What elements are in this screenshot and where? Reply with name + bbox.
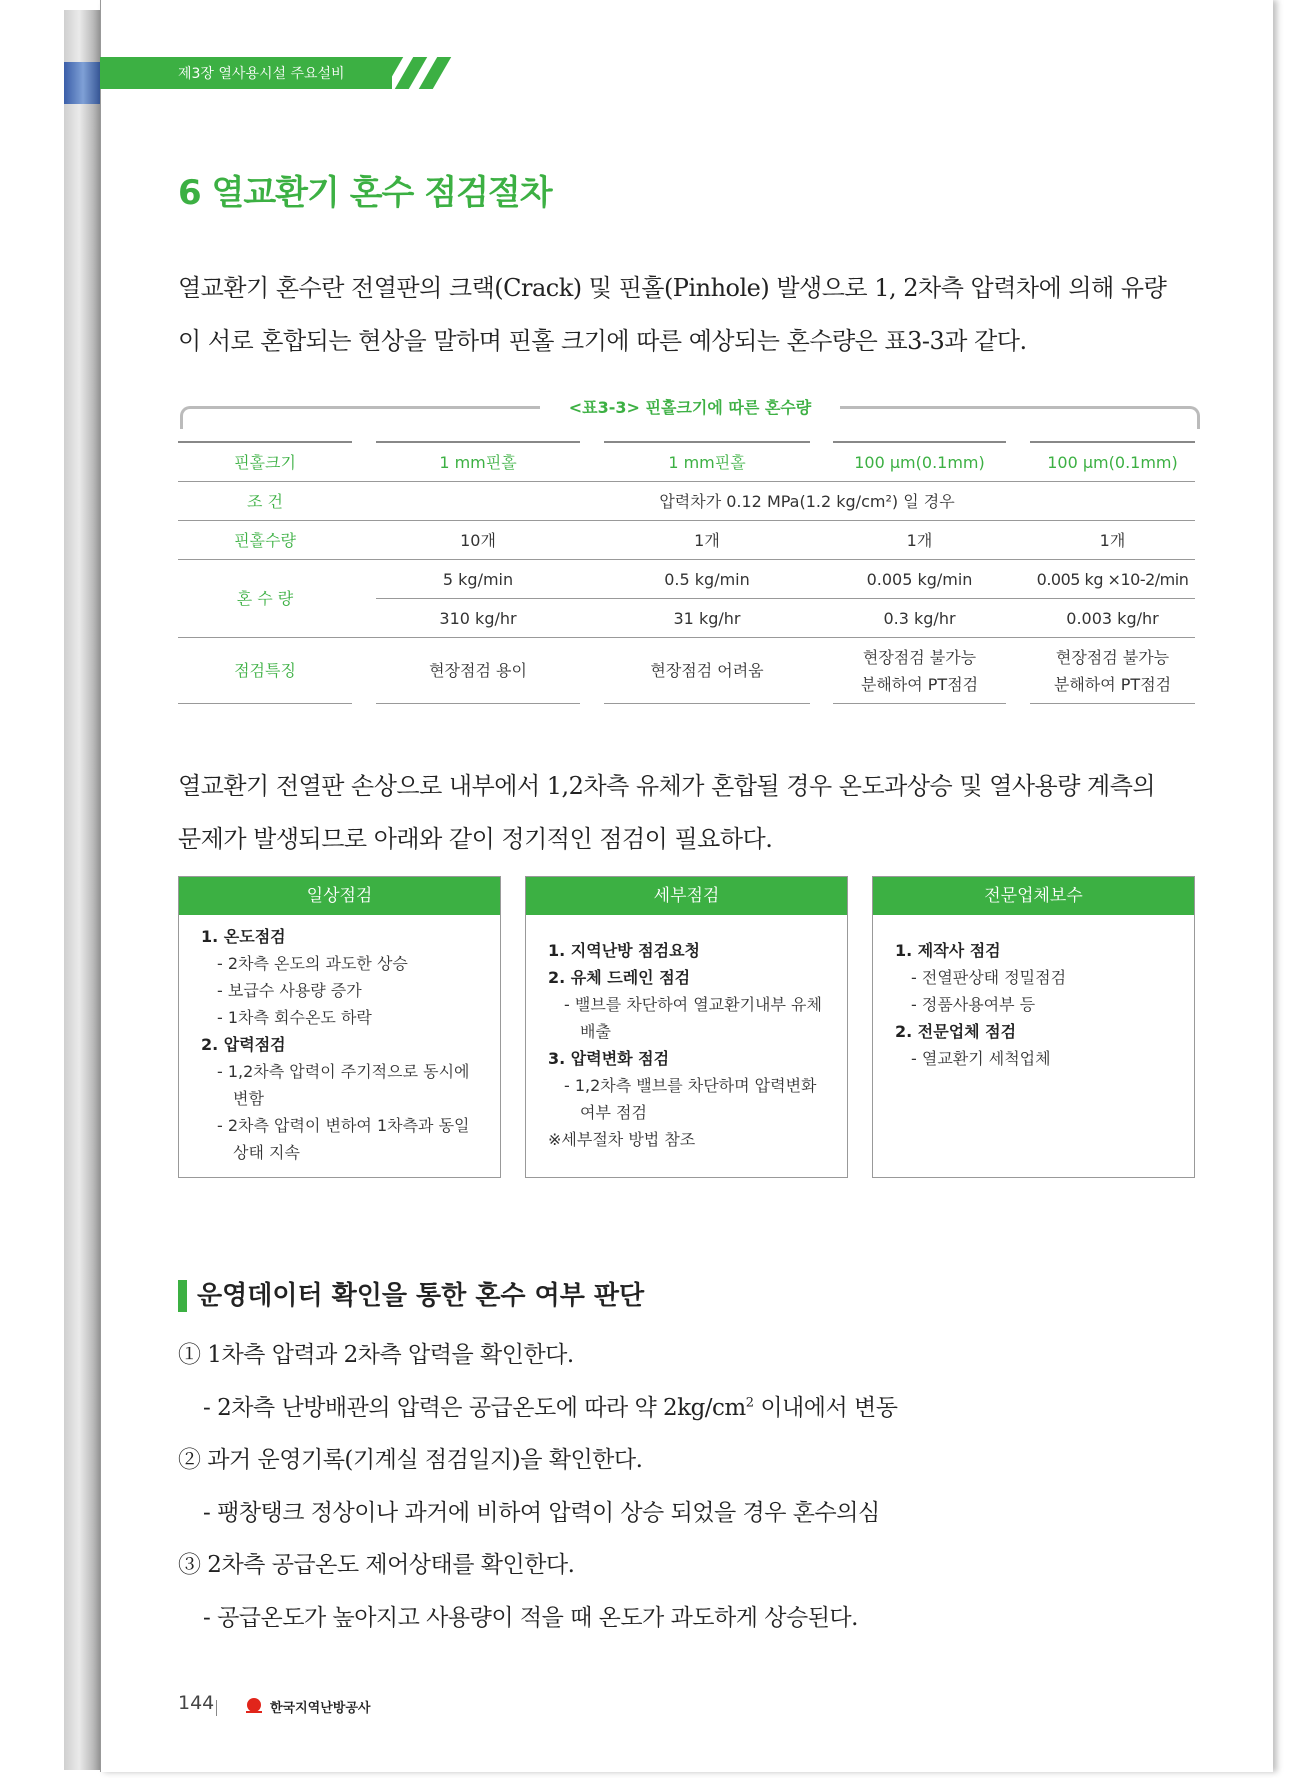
row-label-condition: 조 건: [247, 491, 283, 511]
daily-inspection-box: [178, 876, 501, 1178]
cell-size: 1 mm핀홀: [668, 452, 746, 472]
subsection-marker: [178, 1280, 187, 1312]
expert-repair-box: [872, 876, 1195, 1178]
cell-kg-min: 0.5 kg/min: [664, 569, 750, 589]
detail-heading-3: 3. 압력변화 점검: [548, 1049, 670, 1068]
page-number: 144: [178, 1692, 215, 1714]
step-3-detail: - 공급온도가 높아지고 사용량이 적을 때 온도가 과도하게 상승된다.: [203, 1605, 858, 1631]
cell-feature: [833, 638, 1006, 703]
expert-item: - 전열판상태 정밀점검: [911, 968, 1067, 987]
cell-feature: [376, 638, 580, 703]
cell-count: 1개: [1099, 530, 1126, 550]
daily-item-cont: 변함: [233, 1089, 264, 1108]
daily-heading-1: 1. 온도점검: [201, 927, 286, 946]
detail-item: - 1,2차측 밸브를 차단하며 압력변화: [564, 1076, 817, 1095]
detail-note: ※세부절차 방법 참조: [548, 1130, 696, 1149]
cell-kg-min: 0.005 kg/min: [866, 569, 973, 589]
feature-line-2: 분해하여 PT점검: [860, 674, 979, 694]
cell-count: 1개: [906, 530, 933, 550]
intro-line-1: 열교환기 혼수란 전열판의 크랙(Crack) 및 핀홀(Pinhole) 발생으로 1, 2차측 압력차에 의해 유량: [178, 274, 1167, 302]
company-name: 한국지역난방공사: [270, 1701, 371, 1716]
feature-line-2: 분해하여 PT점검: [1053, 674, 1172, 694]
intro-line-2: 이 서로 혼합되는 현상을 말하며 핀홀 크기에 따른 예상되는 혼수량은 표3-3과 같다.: [178, 327, 1027, 355]
step-3: ③ 2차측 공급온도 제어상태를 확인한다.: [178, 1552, 575, 1578]
cell-feature: [1030, 638, 1195, 703]
table-caption: <표3-3> 핀홀크기에 따른 혼수량: [540, 395, 840, 418]
book-spine: [64, 10, 102, 1770]
cell-kg-hr: 0.3 kg/hr: [883, 608, 956, 628]
cell-kg-hr: 310 kg/hr: [439, 608, 517, 628]
step-1-detail-tail: 이내에서 변동: [753, 1395, 898, 1421]
intro-paragraph: [178, 262, 1198, 368]
expert-repair-title: 전문업체보수: [873, 877, 1194, 915]
inspection-line-1: 열교환기 전열판 손상으로 내부에서 1,2차측 유체가 혼합될 경우 온도과상승 및 열사용량 계측의: [178, 772, 1156, 800]
cell-kg-min: 0.005 kg ×10-2/min: [1036, 569, 1189, 589]
spine-bookmark: [64, 62, 102, 104]
daily-item: - 보급수 사용량 증가: [217, 981, 362, 1000]
table-rule: [376, 703, 580, 704]
row-label-amount: 혼 수 량: [236, 589, 294, 608]
detail-item-cont: 여부 점검: [580, 1103, 647, 1122]
expert-item: - 정품사용여부 등: [911, 995, 1036, 1014]
step-1-detail: [203, 1389, 897, 1422]
daily-heading-2: 2. 압력점검: [201, 1035, 286, 1054]
feature-line-1: 현장점검 어려움: [650, 661, 764, 680]
table-rule: [604, 703, 810, 704]
footer-divider: [216, 1700, 217, 1716]
detail-inspection-title: 세부점검: [526, 877, 847, 915]
detail-heading-2: 2. 유체 드레인 점검: [548, 968, 691, 987]
detail-heading-1: 1. 지역난방 점검요청: [548, 941, 700, 960]
inspection-paragraph: [178, 760, 1198, 866]
daily-item-cont: 상태 지속: [233, 1143, 300, 1162]
row-label-feature: 점검특징: [234, 661, 296, 680]
step-1-detail-text: - 2차측 난방배관의 압력은 공급온도에 따라 약 2kg/cm: [203, 1395, 746, 1421]
expert-item: - 열교환기 세척업체: [911, 1049, 1051, 1068]
chapter-label: 제3장 열사용시설 주요설비: [178, 66, 345, 82]
daily-item: - 2차측 압력이 변하여 1차측과 동일: [217, 1116, 470, 1135]
row-label-count: 핀홀수량: [234, 530, 296, 550]
section-title: 6 열교환기 혼수 점검절차: [178, 173, 552, 213]
daily-item: - 1차측 회수온도 하락: [217, 1008, 372, 1027]
cell-size: 1 mm핀홀: [439, 452, 517, 472]
cell-feature: [604, 638, 810, 703]
step-2: ② 과거 운영기록(기계실 점검일지)을 확인한다.: [178, 1447, 643, 1473]
detail-inspection-box: [525, 876, 848, 1178]
detail-item: - 밸브를 차단하여 열교환기내부 유체: [564, 995, 822, 1014]
table-rule: [1030, 703, 1195, 704]
expert-heading-2: 2. 전문업체 점검: [895, 1022, 1017, 1041]
company-logo-icon: [244, 1696, 264, 1716]
cell-kg-hr: 0.003 kg/hr: [1066, 608, 1159, 628]
daily-item: - 1,2차측 압력이 주기적으로 동시에: [217, 1062, 470, 1081]
step-2-detail: - 팽창탱크 정상이나 과거에 비하여 압력이 상승 되었을 경우 혼수의심: [203, 1500, 880, 1526]
daily-inspection-title: 일상점검: [179, 877, 500, 915]
table-rule: [833, 703, 1006, 704]
daily-item: - 2차측 온도의 과도한 상승: [217, 954, 408, 973]
row-label-size: 핀홀크기: [234, 452, 296, 472]
cell-condition: 압력차가 0.12 MPa(1.2 kg/cm²) 일 경우: [659, 491, 955, 511]
cell-size: 100 μm(0.1mm): [854, 452, 985, 472]
table-rule: [178, 703, 352, 704]
cell-kg-hr: 31 kg/hr: [673, 608, 741, 628]
detail-item-cont: 배출: [580, 1022, 611, 1041]
subsection-title: 운영데이터 확인을 통한 혼수 여부 판단: [197, 1281, 645, 1311]
feature-line-1: 현장점검 용이: [429, 661, 527, 680]
superscript: 2: [745, 1395, 754, 1411]
cell-size: 100 μm(0.1mm): [1047, 452, 1178, 472]
feature-line-1: 현장점검 불가능: [862, 647, 977, 667]
step-1: ① 1차측 압력과 2차측 압력을 확인한다.: [178, 1342, 574, 1368]
cell-count: 10개: [460, 530, 496, 550]
cell-kg-min: 5 kg/min: [442, 569, 514, 589]
cell-count: 1개: [694, 530, 720, 550]
expert-heading-1: 1. 제작사 점검: [895, 941, 1001, 960]
feature-line-1: 현장점검 불가능: [1055, 647, 1170, 667]
inspection-line-2: 문제가 발생되므로 아래와 같이 정기적인 점검이 필요하다.: [178, 825, 773, 853]
